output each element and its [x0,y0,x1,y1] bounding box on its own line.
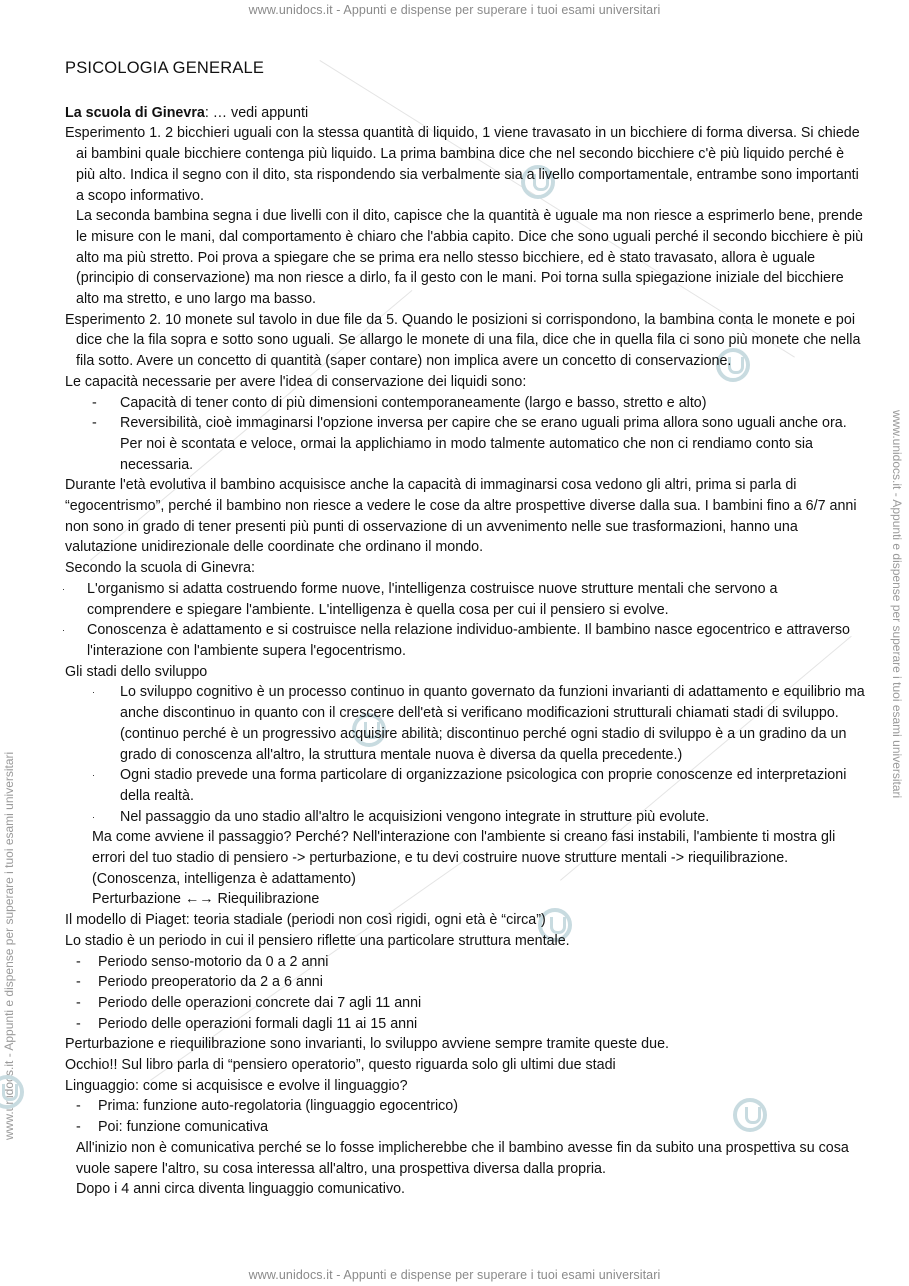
page-title: PSICOLOGIA GENERALE [65,59,265,77]
ginevra-note: : … vedi appunti [204,104,309,121]
document-body [62,58,865,1200]
paragraph-modello-piaget: Il modello di Piaget: teoria stadiale (periodi non così rigidi, ogni età è “circa”) [65,912,546,929]
list-item: - Periodo senso-motorio da 0 a 2 anni [76,953,329,970]
paragraph-secondo-ginevra: Secondo la scuola di Ginevra: [65,560,255,577]
watermark-footer: www.unidocs.it - Appunti e dispense per superare i tuoi esami universitari [248,1268,661,1282]
paragraph-esperimento-2: Esperimento 2. 10 monete sul tavolo in due file da 5. Quando le posizioni si corrispondono, la bambina conta le monete e poi dice che la fila sopra e sotto sono uguali. Se allargo le monete di una fila, dice che in quella fila ci sono più monete che nella fila sotto. Avere un concetto di quantità (saper contare) non implica avere un concetto di conservazione. [65,311,861,370]
list-item: - Periodo preoperatorio da 2 a 6 anni [76,974,323,991]
watermark-header: www.unidocs.it - Appunti e dispense per superare i tuoi esami universitari [248,3,661,17]
paragraph-esperimento-1-cont: La seconda bambina segna i due livelli con il dito, capisce che la quantità è uguale ma non riesce a esprimerlo bene, prende le misure con le mani, dal comportamento è chiaro che l'abbia capito. Dice che sono uguali perché il secondo bicchiere è più alto ma più stretto. Poi prova a spiegare che se prima era nello stesso bicchiere, ed è stato travasato, allora è uguale (principio di conservazione) ma non riesce a dirlo, fa il gesto con le mani. Poi torna sulla spiegazione iniziale del bicchiere alto ma stretto, e uno largo ma basso. [76,208,864,308]
list-item: - Periodo delle operazioni concrete dai 7 agli 11 anni [76,994,422,1011]
watermark-side-right: www.unidocs.it - Appunti e dispense per superare i tuoi esami universitari [890,410,904,799]
paragraph-capacita: Le capacità necessarie per avere l'idea di conservazione dei liquidi sono: [65,373,527,390]
paragraph-dopo-4-anni: Dopo i 4 anni circa diventa linguaggio comunicativo. [76,1181,406,1198]
watermark-side-left: www.unidocs.it - Appunti e dispense per superare i tuoi esami universitari [2,751,16,1140]
unidocs-logo-icon [0,1075,24,1109]
paragraph-linguaggio: Linguaggio: come si acquisisce e evolve il linguaggio? [65,1077,408,1094]
list-item: - Periodo delle operazioni formali dagli 11 ai 15 anni [76,1015,418,1032]
paragraph-passaggio: Ma come avviene il passaggio? Perché? Nell'interazione con l'ambiente si creano fasi instabili, l'ambiente ti mostra gli errori del tuo stadio di pensiero -> perturbazione, e tu devi costruire nuove strutture mentali -> riequilibrazione. (Conoscenza, intelligenza è adattamento) [92,829,836,887]
paragraph-invarianti: Perturbazione e riequilibrazione sono invarianti, lo sviluppo avviene sempre tramite queste due. [65,1036,669,1053]
list-item: - Prima: funzione auto-regolatoria (linguaggio egocentrico) [76,1098,459,1115]
paragraph-ginevra [65,103,865,124]
list-item: · Nel passaggio da uno stadio all'altro le acquisizioni vengono integrate in strutture più evolute. [92,808,710,825]
list-item: · Ogni stadio prevede una forma particolare di organizzazione psicologica con proprie conoscenze ed interpretazioni della realtà. [92,767,847,804]
paragraph-stadi: Gli stadi dello sviluppo [65,663,208,680]
paragraph-perturbazione: Perturbazione ←→ Riequilibrazione [92,891,320,908]
list-item: · L'organismo si adatta costruendo forme nuove, l'intelligenza costruisce nuove strutture mentali che servono a comprendere e spiegare l'ambiente. L'intelligenza è quella cosa per cui il pensiero si evolve. [62,580,778,618]
paragraph-esperimento-1: Esperimento 1. 2 bicchieri uguali con la stessa quantità di liquido, 1 viene travasato in un bicchiere di forma diversa. Si chiede ai bambini quale bicchiere contenga più liquido. La prima bambina dice che nel secondo bicchiere c'è più liquido perché è più alto. Indica il segno con il dito, sta rispondendo sia verbalmente sia a livello comportamentale, entrambe sono importanti a scopo informativo. [65,125,860,204]
paragraph-inizio: All'inizio non è comunicativa perché se lo fosse implicherebbe che il bambino avesse fin da subito una prospettiva su cosa vuole sapere l'altro, su cosa interessa all'altro, una prospettiva diversa dalla propria. [76,1139,849,1177]
list-item: - Reversibilità, cioè immaginarsi l'opzione inversa per capire che se erano uguali prima allora sono uguali anche ora. Per noi è scontata e veloce, ormai la applichiamo in modo talmente automatico che non ci rendiamo conto sia necessaria. [92,415,847,473]
heading-ginevra: La scuola di Ginevra [65,104,205,121]
list-item: - Poi: funzione comunicativa [76,1119,269,1136]
list-item: · Conoscenza è adattamento e si costruisce nella relazione individuo-ambiente. Il bambino nasce egocentrico e attraverso l'interazione con l'ambiente supera l'egocentrismo. [62,622,850,659]
paragraph-occhio: Occhio!! Sul libro parla di “pensiero operatorio”, questo riguarda solo gli ultimi due stadi [65,1057,616,1074]
list-item: · Lo sviluppo cognitivo è un processo continuo in quanto governato da funzioni invarianti di adattamento e equilibrio ma anche discontinuo in quanto con il crescere dell'età si verificano modificazioni strutturali chiamati stadi di sviluppo. (continuo perché è un progressivo acquisire abilità; discontinuo perché ogni stadio di sviluppo è a un gradino da un grado di conoscenza all'altro, la struttura mentale nuova è diversa da quella precedente.) [92,684,865,763]
list-item: - Capacità di tener conto di più dimensioni contemporaneamente (largo e basso, stretto e alto) [92,394,707,411]
paragraph-stadio-def: Lo stadio è un periodo in cui il pensiero riflette una particolare struttura mentale. [65,932,570,949]
paragraph-egocentrismo: Durante l'età evolutiva il bambino acquisisce anche la capacità di immaginarsi cosa vedono gli altri, prima si parla di “egocentrismo”, perché il bambino non riesce a vedere le cose da altre prospettive diverse dalla sua. I bambini fino a 6/7 anni non sono in grado di tener presenti più punti di osservazione di un avvenimento nelle sue trasformazioni, hanno una valutazione unidirezionale delle coordinate che ordinano il mondo. [65,477,857,556]
